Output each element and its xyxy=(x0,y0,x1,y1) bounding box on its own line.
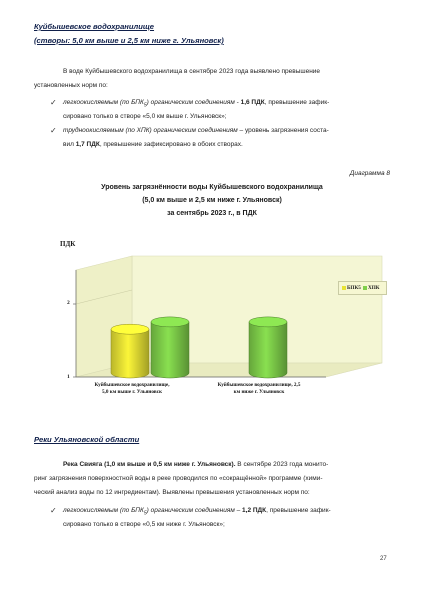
section-title-kuibyshev: Куйбышевское водохранилище xyxy=(34,22,155,31)
category-label-1 xyxy=(78,382,186,396)
bar-top-хпк-2 xyxy=(249,317,287,327)
category-label-1-line-1: Куйбышевское водохранилище, xyxy=(94,382,170,388)
diagram-caption: Диаграмма 8 xyxy=(349,170,390,177)
bullet-bpk-value: 1,6 ПДК xyxy=(240,99,265,106)
page-number: 27 xyxy=(380,556,387,562)
bar-top-бпк5-1 xyxy=(111,324,149,334)
section-subtitle-kuibyshev: (створы: 5,0 км выше и 2,5 км ниже г. Ульяновск) xyxy=(34,36,224,45)
river-bullet-term-2: ) органическим соединениям xyxy=(146,507,235,514)
river-name: Река Свияга (1,0 км выше и 0,5 км ниже г. Ульяновск). xyxy=(63,461,236,468)
intro-line-1: В воде Куйбышевского водохранилища в сентябре 2023 года выявлено превышение xyxy=(63,68,321,75)
bullet-bpk-term: легкоокисляемым (по БПК xyxy=(63,99,144,106)
bullet-bpk-dash: - xyxy=(234,99,241,106)
check-mark-icon: ✓ xyxy=(50,98,57,107)
river-line-1-rest: В сентябре 2023 года монито- xyxy=(235,461,329,468)
diagram-title-line-2: (5,0 км выше и 2,5 км ниже г. Ульяновск) xyxy=(142,197,282,204)
bullet-xpk-pre: вил xyxy=(63,141,76,148)
river-bullet-line-2: сировано только в створе «0,5 км ниже г. Ульяновск»; xyxy=(63,521,225,528)
intro-line-2: установленных норм по: xyxy=(34,82,108,89)
river-bullet-sub: 5 xyxy=(143,510,147,517)
river-bullet-value: 1,2 ПДК xyxy=(242,507,267,514)
bar-top-хпк-1 xyxy=(151,317,189,327)
bullet-bpk-line-2: сировано только в створе «5,0 км выше г. Ульяновск»; xyxy=(63,113,227,120)
legend-label-xpk: ХПК xyxy=(368,285,380,291)
river-line-3: ческий анализ воды по 12 ингредиентам). Выявлены превышения установленных норм по: xyxy=(34,489,310,496)
check-mark-icon: ✓ xyxy=(50,126,57,135)
chart-ylabel: ПДК xyxy=(60,240,76,248)
river-line-1 xyxy=(63,459,328,471)
legend-swatch-xpk xyxy=(363,286,367,290)
bullet-xpk-rest: – уровень загрязнения соста- xyxy=(237,127,329,134)
category-label-2-line-1: Куйбышевское водохранилище, 2,5 xyxy=(217,382,301,388)
legend-item-xpk xyxy=(363,285,380,291)
legend-item-bpk xyxy=(342,285,361,291)
bar-хпк-1 xyxy=(151,322,189,378)
bullet-bpk-rest: , превышение зафик- xyxy=(264,99,330,106)
category-label-2 xyxy=(196,382,322,396)
bar-хпк-2 xyxy=(249,322,287,378)
check-mark-icon: ✓ xyxy=(50,506,57,515)
bullet-bpk-sub: 5 xyxy=(143,102,147,109)
y-tick-2: 2 xyxy=(67,300,70,306)
river-bullet-dash: – xyxy=(234,507,243,514)
bullet-xpk-value: 1,7 ПДК xyxy=(75,141,100,148)
category-label-1-line-2: 5,0 км выше г. Ульяновск xyxy=(101,389,163,395)
bullet-xpk-post: , превышение зафиксировано в обоих створах. xyxy=(99,141,243,148)
river-bullet-line-1 xyxy=(63,505,331,519)
river-bullet-rest: , превышение зафик- xyxy=(266,507,331,514)
bullet-xpk-term: трудноокисляемым (по ХПК) органическим соединениям xyxy=(63,127,238,134)
bar-бпк5-1 xyxy=(111,329,149,378)
river-bullet-term: легкоокисляемым (по БПК xyxy=(63,507,144,514)
diagram-title-line-1: Уровень загрязнённости воды Куйбышевского водохранилища xyxy=(101,184,323,191)
diagram-title-line-3: за сентябрь 2023 г., в ПДК xyxy=(167,210,257,217)
section-title-rivers: Реки Ульяновской области xyxy=(34,435,140,444)
category-label-2-line-2: км ниже г. Ульяновск xyxy=(233,389,285,395)
legend-swatch-bpk xyxy=(342,286,346,290)
legend-label-bpk: БПК5 xyxy=(347,285,361,291)
y-tick-1: 1 xyxy=(67,374,70,380)
river-line-2: ринг загрязнения поверхностной воды в реке проводился по «сокращённой» программе (хими- xyxy=(34,475,323,482)
bullet-bpk-term-2: ) органическим соединениям xyxy=(146,99,235,106)
chart-legend xyxy=(338,281,387,295)
